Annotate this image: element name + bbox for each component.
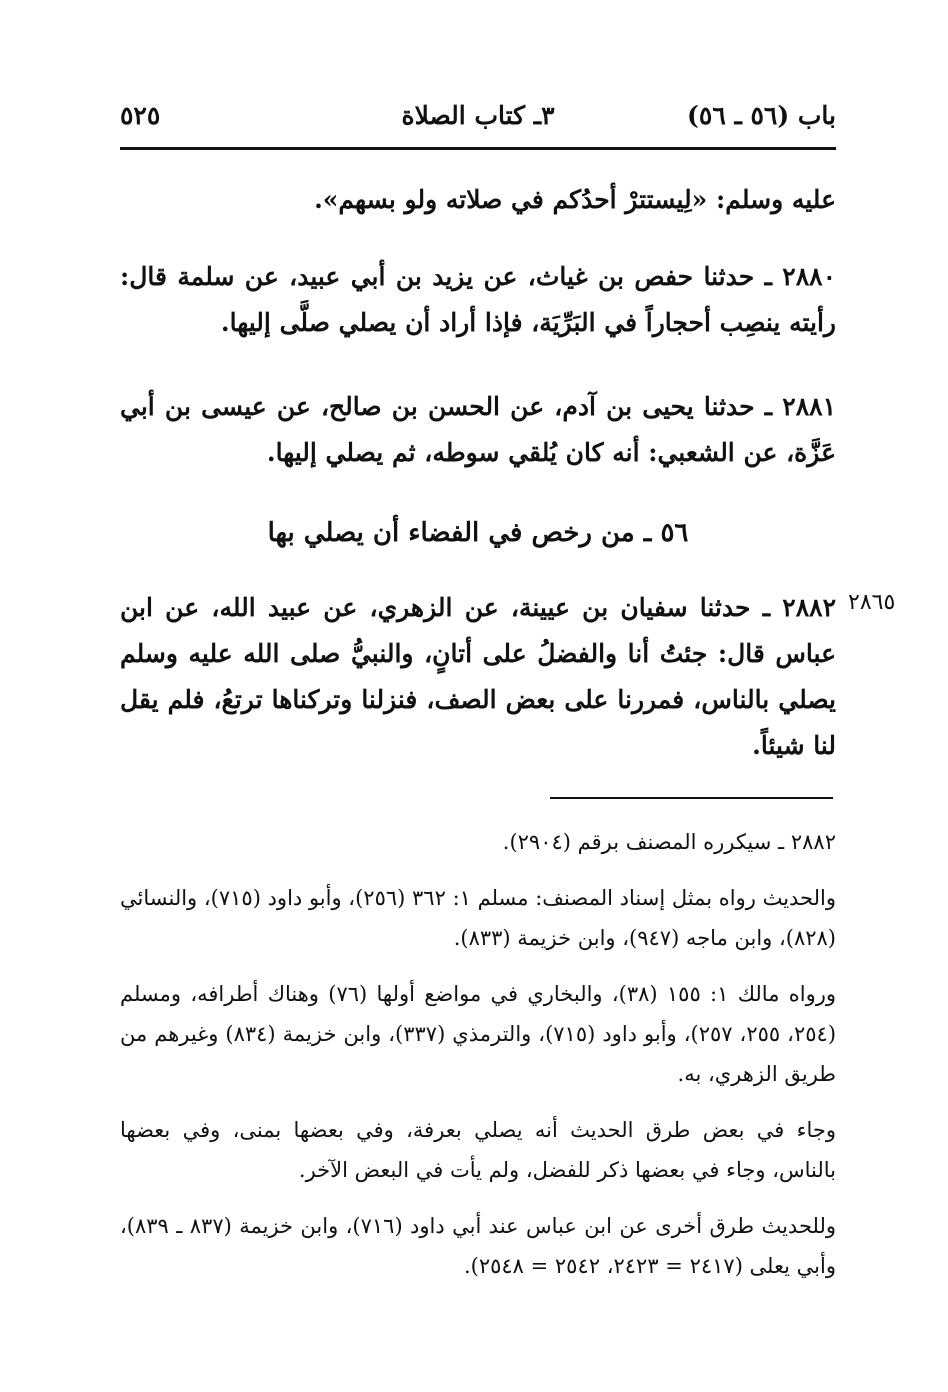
page-number: ٥٢٥: [120, 101, 161, 130]
footnote-1: ٢٨٨٢ ـ سيكرره المصنف برقم (٢٩٠٤).: [502, 830, 836, 854]
section-heading: ٥٦ ـ من رخص في الفضاء أن يصلي بها: [267, 518, 689, 548]
chapter-title: باب (٥٦ ـ ٥٦): [687, 101, 836, 130]
book-title: ٣ـ كتاب الصلاة: [401, 101, 555, 130]
footnote-4: وجاء في بعض طرق الحديث أنه يصلي بعرفة، وفي بعضها بمنى، وفي بعضها بالناس، وجاء في بعضها ذكر للفضل، ولم يأت في البعض الآخر.: [120, 1118, 836, 1182]
margin-number: ٢٨٦٥: [848, 590, 896, 615]
footnote-3: ورواه مالك ١: ١٥٥ (٣٨)، والبخاري في مواضع أولها (٧٦) وهناك أطرافه، ومسلم (٢٥٤، ٢٥٥، ٢٥٧)، وأبو داود (٧١٥)، والترمذي (٣٣٧)، وابن خزيمة (٨٣٤) وغيرهم من طريق الزهري، به.: [120, 982, 837, 1086]
hadith-2881: ٢٨٨١ ـ حدثنا يحيى بن آدم، عن الحسن بن صالح، عن عيسى بن أبي عَزَّة، عن الشعبي: أنه كان يُلقي سوطه، ثم يصلي إليها.: [120, 392, 836, 467]
header-rule: [120, 147, 836, 150]
footnote-2: والحديث رواه بمثل إسناد المصنف: مسلم ١: ٣٦٢ (٢٥٦)، وأبو داود (٧١٥)، والنسائي (٨٢٨)، وابن ماجه (٩٤٧)، وابن خزيمة (٨٣٣).: [120, 886, 836, 950]
footnote-rule: [550, 797, 833, 799]
page-header: [120, 98, 836, 140]
hadith-2882: ٢٨٨٢ ـ حدثنا سفيان بن عيينة، عن الزهري، عن عبيد الله، عن ابن عباس قال: جئتُ أنا والفضلُ على أتانٍ، والنبيُّ صلى الله عليه وسلم يصلي بالناس، فمررنا على بعض الصف، فنزلنا وتركناها ترتعُ، فلم يقل لنا شيئاً.: [120, 593, 836, 760]
hadith-continuation: عليه وسلم: «لِيستترْ أحدُكم في صلاته ولو بسهم».: [314, 185, 836, 214]
hadith-2880: ٢٨٨٠ ـ حدثنا حفص بن غياث، عن يزيد بن أبي عبيد، عن سلمة قال: رأيته ينصِب أحجاراً في البَرِّيَة، فإذا أراد أن يصلي صلَّى إليها.: [120, 262, 836, 337]
footnote-5: وللحديث طرق أخرى عن ابن عباس عند أبي داود (٧١٦)، وابن خزيمة (٨٣٧ ـ ٨٣٩)، وأبي يعلى (٢٤١٧ = ٢٤٢٣، ٢٥٤٢ = ٢٥٤٨).: [120, 1214, 836, 1278]
